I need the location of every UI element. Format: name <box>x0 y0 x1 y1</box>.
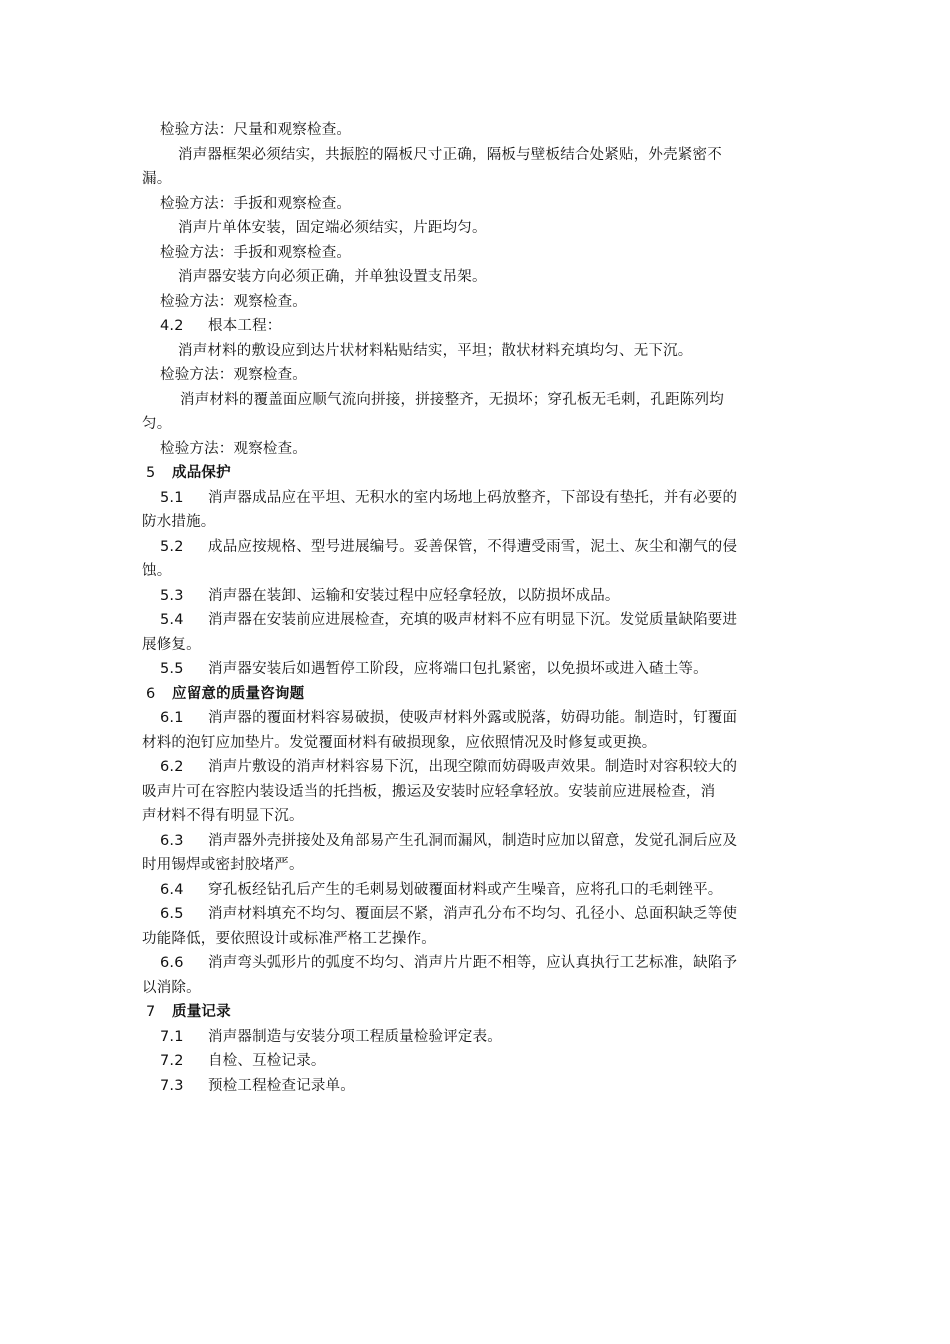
paragraph-line: 消声器安装方向必须正确，并单独设置支吊架。 <box>178 269 487 285</box>
item-number: 7.3 <box>160 1077 184 1094</box>
list-item <box>142 902 810 927</box>
item-text: 成品应按规格、型号进展编号。妥善保管，不得遭受雨雪，泥土、灰尘和潮气的侵 <box>208 538 738 555</box>
item-number: 6.1 <box>160 710 184 726</box>
paragraph-line: 消声材料的覆盖面应顺气流向拼接，拼接整齐，无损坏；穿孔板无毛刺，孔距陈列均 <box>180 391 724 408</box>
item-number: 5.5 <box>160 661 184 677</box>
item-continuation: 时用锡焊或密封胶堵严。 <box>142 857 304 873</box>
item-number: 7.2 <box>160 1053 184 1069</box>
item-continuation: 材料的泡钉应加垫片。发觉覆面材料有破损现象，应依照情况及时修复或更换。 <box>142 734 657 751</box>
item-number: 6.4 <box>160 881 184 898</box>
item-text: 消声弯头弧形片的弧度不均匀、消声片片距不相等，应认真执行工艺标准，缺陷予 <box>208 955 738 971</box>
list-item <box>142 535 810 560</box>
item-number: 6.2 <box>160 759 184 775</box>
item-text: 穿孔板经钻孔后产生的毛刺易划破覆面材料或产生噪音，应将孔口的毛刺锉平。 <box>208 881 723 898</box>
inspection-method-line: 检验方法：手扳和观察检查。 <box>160 244 352 261</box>
list-item <box>142 584 810 609</box>
item-continuation: 功能降低，要依照设计或标准严格工艺操作。 <box>142 930 436 947</box>
list-item <box>142 657 810 682</box>
item-text: 消声器成品应在平坦、无积水的室内场地上码放整齐，下部设有垫托，并有必要的 <box>208 489 738 506</box>
item-text: 消声器安装后如遇暂停工阶段，应将端口包扎紧密，以免损坏或进入碴土等。 <box>208 661 708 677</box>
item-text: 消声器外壳拼接处及角部易产生孔洞而漏风，制造时应加以留意，发觉孔洞后应及 <box>208 832 738 849</box>
item-number: 6.6 <box>160 955 184 971</box>
list-item <box>142 829 810 854</box>
list-item <box>142 1049 810 1074</box>
section-number: 6 <box>146 685 156 702</box>
list-item <box>142 951 810 976</box>
inspection-method-line: 检验方法：手扳和观察检查。 <box>160 195 352 212</box>
item-text: 消声器在安装前应进展检查，充填的吸声材料不应有明显下沉。发觉质量缺陷要进 <box>208 612 738 628</box>
item-number: 6.5 <box>160 906 184 922</box>
list-item <box>142 878 810 903</box>
list-item <box>142 486 810 511</box>
subsection-number: 4.2 <box>160 318 184 334</box>
item-number: 5.3 <box>160 587 184 604</box>
item-text: 预检工程检查记录单。 <box>208 1077 355 1094</box>
item-text: 消声器在装卸、运输和安装过程中应轻拿轻放，以防损坏成品。 <box>208 587 620 604</box>
item-number: 5.1 <box>160 489 184 506</box>
document-body <box>142 118 810 1098</box>
inspection-method-line: 检验方法：观察检查。 <box>160 367 307 383</box>
item-continuation: 以消除。 <box>142 979 201 996</box>
section-number: 5 <box>146 465 156 481</box>
item-text: 消声器制造与安装分项工程质量检验评定表。 <box>208 1028 502 1045</box>
section-heading <box>142 1000 810 1025</box>
item-text: 消声材料填充不均匀、覆面层不紧，消声孔分布不均匀、孔径小、总面积缺乏等使 <box>208 906 738 922</box>
item-number: 7.1 <box>160 1028 184 1045</box>
inspection-method-line: 检验方法：观察检查。 <box>160 440 307 457</box>
list-item <box>142 755 810 780</box>
section-heading <box>142 682 810 707</box>
section-title: 成品保护 <box>172 465 231 481</box>
subsection-heading <box>142 314 810 339</box>
inspection-method-line: 检验方法：尺量和观察检查。 <box>160 122 352 138</box>
section-heading <box>142 461 810 486</box>
item-text: 消声片敷设的消声材料容易下沉，出现空隙而妨碍吸声效果。制造时对容积较大的 <box>208 759 738 775</box>
paragraph-line: 消声片单体安装，固定端必须结实，片距均匀。 <box>178 220 487 236</box>
item-continuation: 展修复。 <box>142 636 201 653</box>
item-text: 自检、互检记录。 <box>208 1053 326 1069</box>
item-continuation: 蚀。 <box>142 563 172 579</box>
section-title: 应留意的质量咨询题 <box>172 685 305 702</box>
item-number: 5.2 <box>160 538 184 555</box>
list-item <box>142 1025 810 1050</box>
paragraph-line: 漏。 <box>142 171 172 187</box>
item-continuation: 吸声片可在容腔内装设适当的托挡板，搬运及安装时应轻拿轻放。安装前应进展检查，消 <box>142 783 716 800</box>
section-title: 质量记录 <box>172 1004 231 1020</box>
item-continuation: 防水措施。 <box>142 514 216 530</box>
paragraph-line: 匀。 <box>142 416 172 432</box>
item-continuation: 声材料不得有明显下沉。 <box>142 808 304 824</box>
list-item <box>142 608 810 633</box>
list-item <box>142 1074 810 1099</box>
subsection-title: 根本工程： <box>208 318 282 334</box>
item-number: 5.4 <box>160 612 184 628</box>
item-text: 消声器的覆面材料容易破损，使吸声材料外露或脱落，妨碍功能。制造时，钉覆面 <box>208 710 738 726</box>
inspection-method-line: 检验方法：观察检查。 <box>160 293 307 310</box>
paragraph-line: 消声材料的敷设应到达片状材料粘贴结实，平坦；散状材料充填均匀、无下沉。 <box>178 342 693 359</box>
item-number: 6.3 <box>160 832 184 849</box>
paragraph-line: 消声器框架必须结实，共振腔的隔板尺寸正确，隔板与壁板结合处紧贴，外壳紧密不 <box>178 146 722 163</box>
section-number: 7 <box>146 1004 156 1020</box>
list-item <box>142 706 810 731</box>
